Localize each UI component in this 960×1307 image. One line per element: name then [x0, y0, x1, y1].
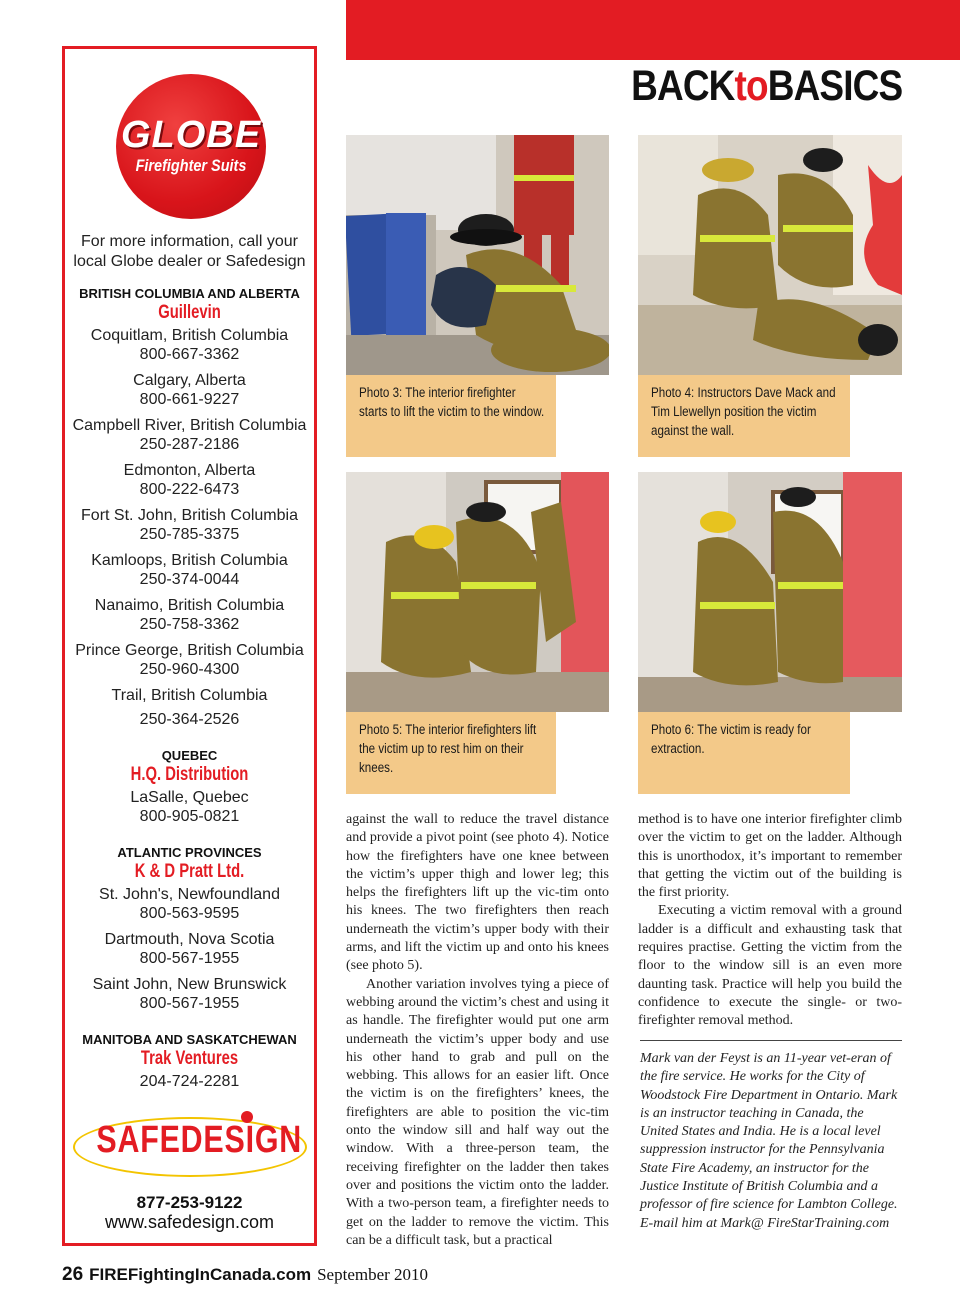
dealer-name: H.Q. Distribution [130, 764, 249, 785]
dealer-location: Trail, British Columbia 250-364-2526 [111, 687, 268, 728]
globe-logo: GLOBE Firefighter Suits [116, 74, 266, 219]
safedesign-website: www.safedesign.com [104, 1212, 275, 1232]
dealer-location: Dartmouth, Nova Scotia 800-567-1955 [104, 931, 275, 967]
region-heading: QUEBEC [161, 748, 218, 763]
globe-advertisement [62, 46, 317, 1246]
dealer-location: St. John's, Newfoundland 800-563-9595 [99, 886, 280, 922]
dealer-name: Guillevin [158, 302, 221, 323]
footer-site: FIREFightingInCanada.com [89, 1265, 312, 1284]
dealer-name: K & D Pratt Ltd. [134, 861, 245, 882]
article-paragraph: Executing a victim removal with a ground ladder is a difficult and exhausting task that requires practise. Getting the victim from the floor to the window sill is an even more daunting task. Practice will help you build the confidence to execute the single- or two-firefighter removal method. [638, 903, 902, 1029]
page-footer [62, 1264, 428, 1286]
photo-4 [638, 135, 902, 375]
author-bio: Mark van der Feyst is an 11-year vet-eran of the fire service. He works for the City of Woodstock Fire Department in Ontario. Mark is an instructor teaching in Canada, the United States and India. He is a local level suppression instructor for the Pennsylvania State Fire Academy, an instructor for the Justice Institute of British Columbia and a professor of fire science for Lambton College. E-mail him at Mark@ FireStarTraining.com [640, 1051, 898, 1231]
photo-4-caption: Photo 4: Instructors Dave Mack and Tim Llewellyn position the victim against the wall. [638, 375, 850, 457]
footer-date: September 2010 [317, 1265, 429, 1284]
section-title: BACKtoBASICS [630, 62, 902, 110]
dealer-location: Nanaimo, British Columbia 250-758-3362 [94, 597, 285, 633]
dealer-location: Saint John, New Brunswick 800-567-1955 [92, 976, 287, 1012]
dealer-list [65, 284, 314, 1098]
article-column-1 [346, 811, 609, 1250]
photo-3 [346, 135, 609, 375]
ad-intro: For more information, call your local Globe dealer or Safedesign [73, 233, 306, 270]
bio-divider [640, 1040, 902, 1041]
article-column-2 [638, 811, 902, 1031]
dealer-location: Prince George, British Columbia 250-960-4300 [75, 642, 304, 678]
safedesign-logo: SAFEDESIGN [73, 1111, 307, 1179]
page-number: 26 [62, 1264, 84, 1285]
dealer-location: LaSalle, Quebec 800-905-0821 [130, 789, 249, 825]
region-heading: ATLANTIC PROVINCES [117, 845, 262, 860]
region-heading: BRITISH COLUMBIA AND ALBERTA [79, 286, 300, 301]
safedesign-phone: 877-253-9122 [136, 1193, 243, 1212]
photo-5 [346, 472, 609, 712]
dealer-location: 204-724-2281 [139, 1073, 240, 1090]
article-paragraph: against the wall to reduce the travel distance and provide a pivot point (see photo 4). Notice how the firefighters have one knee between the victim’s upper thigh and lower leg; this helps the firefighters lift up the vic-tim onto his knees. The two firefighters then reach underneath the victim’s upper body with their arms, and lift the victim up and onto his knees (see photo 5). [346, 812, 609, 974]
dealer-location: Kamloops, British Columbia 250-374-0044 [91, 552, 288, 588]
dealer-location: Edmonton, Alberta 800-222-6473 [123, 462, 256, 498]
photo-5-caption: Photo 5: The interior firefighters lift the victim up to rest him on their knees. [346, 712, 556, 794]
region-heading: MANITOBA AND SASKATCHEWAN [82, 1032, 297, 1047]
dealer-location: Calgary, Alberta 800-661-9227 [133, 372, 246, 408]
dealer-location: Fort St. John, British Columbia 250-785-3375 [81, 507, 298, 543]
article-paragraph: Another variation involves tying a piece of webbing around the victim’s chest and using it as handle. The firefighter would put one arm underneath the victim’s upper body and use his other hand to grab and pull on the webbing. This allows for an easier lift. Once the victim is on the firefighters’ knees, the firefighters are able to position the vic-tim onto the window sill and half way out the window. With a three-person team, the receiving firefighter on the ladder then takes over and positions the victim onto the ladder. With a two-person team, a firefighter needs to get on the ladder to remove the victim. This can be a difficult task, but a practical [346, 976, 609, 1248]
article-paragraph: method is to have one interior firefighter climb over the victim to get on the ladder. Although this is unorthodox, it’s important to remember that getting the victim out of the building is the first priority. [638, 812, 902, 901]
photo-3-caption: Photo 3: The interior firefighter starts to lift the victim to the window. [346, 375, 556, 457]
header-red-bar [346, 0, 960, 60]
dealer-name: Trak Ventures [140, 1048, 239, 1069]
photo-6 [638, 472, 902, 712]
dealer-location: Coquitlam, British Columbia 800-667-3362 [90, 327, 289, 363]
photo-6-caption: Photo 6: The victim is ready for extraction. [638, 712, 850, 794]
dealer-location: Campbell River, British Columbia 250-287-2186 [72, 417, 307, 453]
